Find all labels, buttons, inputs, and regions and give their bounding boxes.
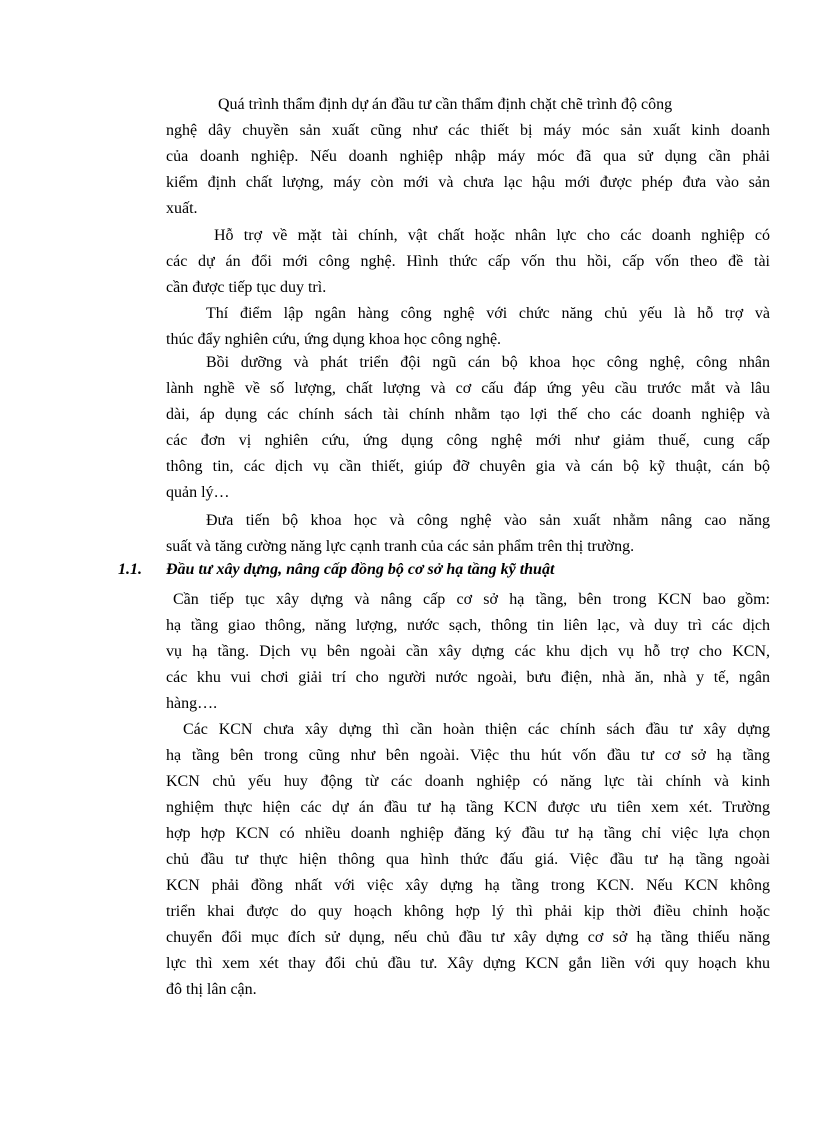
text-line: hạ tầng giao thông, năng lượng, nước sạch, thông tin liên lạc, và duy trì các dịch [166, 617, 770, 634]
text-line: kiểm định chất lượng, máy còn mới và chưa lạc hậu mới được phép đưa vào sản [166, 174, 770, 191]
text-line: Đưa tiến bộ khoa học và công nghệ vào sản xuất nhằm nâng cao năng [206, 512, 770, 529]
text-line: các dự án đổi mới công nghệ. Hình thức cấp vốn thu hồi, cấp vốn theo đề tài [166, 253, 770, 270]
text-line: quản lý… [166, 484, 230, 501]
text-line: các khu vui chơi giải trí cho người nước ngoài, bưu điện, nhà ăn, nhà y tế, ngân [166, 669, 770, 686]
text-line: cần được tiếp tục duy trì. [166, 279, 327, 296]
text-line: lành nghề về số lượng, chất lượng và cơ cấu đáp ứng yêu cầu trước mắt và lâu [166, 380, 770, 397]
section-title: Đầu tư xây dựng, nâng cấp đồng bộ cơ sở hạ tầng kỹ thuật [166, 561, 555, 578]
section-number: 1.1. [118, 561, 142, 578]
text-line: suất và tăng cường năng lực cạnh tranh của các sản phẩm trên thị trường. [166, 538, 635, 555]
text-line: Bồi dưỡng và phát triển đội ngũ cán bộ khoa học công nghệ, công nhân [206, 354, 770, 371]
text-line: thúc đẩy nghiên cứu, ứng dụng khoa học công nghệ. [166, 331, 502, 348]
text-line: của doanh nghiệp. Nếu doanh nghiệp nhập máy móc đã qua sử dụng cần phải [166, 148, 770, 165]
text-line: hạ tầng bên trong cũng như bên ngoài. Việc thu hút vốn đầu tư cơ sở hạ tầng [166, 747, 770, 764]
text-line: Thí điểm lập ngân hàng công nghệ với chức năng chủ yếu là hỗ trợ và [206, 305, 770, 322]
text-line: chuyển đổi mục đích sử dụng, nếu chủ đầu tư xây dựng cơ sở hạ tầng thiếu năng [166, 929, 770, 946]
text-line: triển khai được do quy hoạch không hợp lý thì phải kịp thời điều chỉnh hoặc [166, 903, 770, 920]
text-line: Cần tiếp tục xây dựng và nâng cấp cơ sở hạ tầng, bên trong KCN bao gồm: [173, 591, 770, 608]
text-line: hàng…. [166, 695, 218, 712]
text-line: KCN chủ yếu huy động từ các doanh nghiệp có năng lực tài chính và kinh [166, 773, 770, 790]
text-line: Các KCN chưa xây dựng thì cần hoàn thiện các chính sách đầu tư xây dựng [183, 721, 770, 738]
text-line: các đơn vị nghiên cứu, ứng dụng công nghệ mới như giảm thuế, cung cấp [166, 432, 770, 449]
text-line: vụ hạ tầng. Dịch vụ bên ngoài cần xây dựng các khu dịch vụ hỗ trợ cho KCN, [166, 643, 770, 660]
text-line: đô thị lân cận. [166, 981, 257, 998]
text-line: KCN phải đồng nhất với việc xây dựng hạ tầng trong KCN. Nếu KCN không [166, 877, 770, 894]
text-line: chủ đầu tư thực hiện thông qua hình thức đấu giá. Việc đầu tư hạ tầng ngoài [166, 851, 770, 868]
section-heading [118, 559, 678, 583]
text-line: lực thì xem xét thay đổi chủ đầu tư. Xây dựng KCN gắn liền với quy hoạch khu [166, 955, 770, 972]
text-line: xuất. [166, 200, 198, 217]
text-line: dài, áp dụng các chính sách tài chính nhằm tạo lợi thế cho các doanh nghiệp và [166, 406, 770, 423]
text-line: Quá trình thẩm định dự án đầu tư cần thẩm định chặt chẽ trình độ công [218, 96, 673, 113]
text-line: nghiệm thực hiện các dự án đầu tư hạ tầng KCN được ưu tiên xem xét. Trường [166, 799, 770, 816]
text-line: Hỗ trợ về mặt tài chính, vật chất hoặc nhân lực cho các doanh nghiệp có [214, 227, 770, 244]
text-line: nghệ dây chuyền sản xuất cũng như các thiết bị máy móc sản xuất kinh doanh [166, 122, 770, 139]
text-line: hợp hợp KCN có nhiều doanh nghiệp đăng ký đầu tư hạ tầng chỉ việc lựa chọn [166, 825, 770, 842]
text-line: thông tin, các dịch vụ cần thiết, giúp đỡ chuyên gia và cán bộ kỹ thuật, cán bộ [166, 458, 770, 475]
